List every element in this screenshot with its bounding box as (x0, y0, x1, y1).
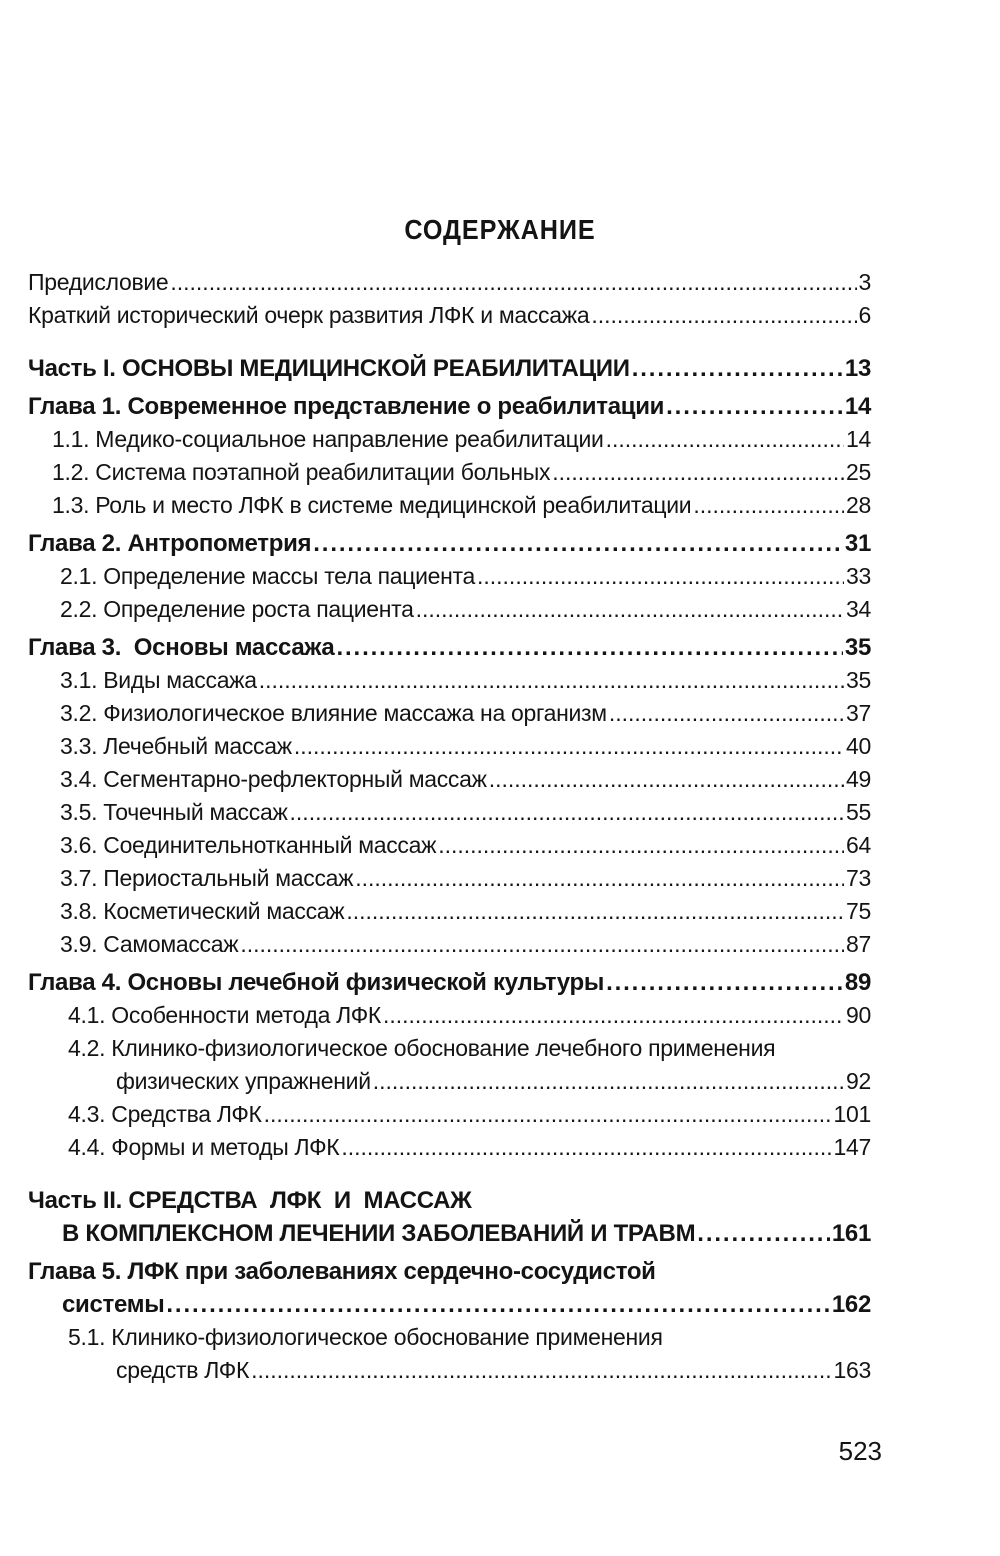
toc-section-4-1 (28, 999, 871, 1032)
entry-text: 2.2. Определение роста пациента (60, 596, 414, 622)
table-of-contents (28, 266, 871, 1387)
entry-page: 40 (846, 733, 871, 759)
entry-text: 1.1. Медико-социальное направление реабилитации (52, 426, 604, 452)
entry-page: 35 (844, 634, 871, 661)
entry-page: 13 (844, 355, 871, 382)
toc-entry-preface (28, 266, 871, 299)
toc-section-1-1 (28, 423, 871, 456)
leader-dots (383, 999, 844, 1032)
leader-dots (355, 862, 844, 895)
entry-text: 3.5. Точечный массаж (60, 799, 288, 825)
toc-section-3-3 (28, 730, 871, 763)
toc-entry-history (28, 299, 871, 332)
toc-section-4-4 (28, 1131, 871, 1164)
toc-chapter-4 (28, 966, 871, 999)
leader-dots (693, 489, 844, 522)
leader-dots (166, 1288, 829, 1321)
entry-text: Предисловие (28, 269, 169, 295)
entry-page: 162 (831, 1291, 871, 1318)
toc-section-4-3 (28, 1098, 871, 1131)
entry-text: 3.6. Соединительнотканный массаж (60, 832, 437, 858)
entry-page: 161 (831, 1220, 871, 1247)
entry-page: 90 (846, 1002, 871, 1028)
entry-page: 6 (858, 302, 871, 328)
toc-section-3-8 (28, 895, 871, 928)
leader-dots (290, 796, 844, 829)
entry-page: 75 (846, 898, 871, 924)
toc-section-1-3 (28, 489, 871, 522)
toc-section-3-2 (28, 697, 871, 730)
entry-text: 3.4. Сегментарно-рефлекторный массаж (60, 766, 487, 792)
leader-dots (552, 456, 844, 489)
page-number: 523 (838, 1436, 882, 1466)
entry-text-line1: 4.2. Клинико-физиологическое обоснование лечебного применения (68, 1035, 776, 1061)
leader-dots (438, 829, 844, 862)
entry-text: 1.2. Система поэтапной реабилитации больных (52, 459, 551, 485)
entry-text: 3.3. Лечебный массаж (60, 733, 292, 759)
entry-text: Глава 4. Основы лечебной физической культуры (28, 969, 605, 996)
entry-text: 3.1. Виды массажа (60, 667, 257, 693)
leader-dots (489, 763, 844, 796)
entry-page: 34 (846, 596, 871, 622)
entry-page: 3 (858, 269, 871, 295)
leader-dots (251, 1354, 831, 1387)
entry-text-line1: 5.1. Клинико-физиологическое обоснование применения (68, 1324, 663, 1350)
entry-text: 4.4. Формы и методы ЛФК (68, 1134, 340, 1160)
toc-title: СОДЕРЖАНИЕ (404, 214, 596, 245)
entry-page: 73 (846, 865, 871, 891)
leader-dots (606, 423, 844, 456)
leader-dots (259, 664, 844, 697)
entry-page: 35 (846, 667, 871, 693)
entry-page: 28 (846, 492, 871, 518)
entry-text: физических упражнений (116, 1068, 371, 1094)
entry-text: средств ЛФК (116, 1357, 250, 1383)
toc-section-4-2 (28, 1032, 871, 1098)
leader-dots (373, 1065, 844, 1098)
toc-section-3-4 (28, 763, 871, 796)
entry-text: Часть I. ОСНОВЫ МЕДИЦИНСКОЙ РЕАБИЛИТАЦИИ (28, 355, 630, 382)
toc-chapter-3 (28, 631, 871, 664)
leader-dots (416, 593, 844, 626)
entry-page: 101 (833, 1101, 871, 1127)
toc-chapter-2 (28, 527, 871, 560)
entry-page: 14 (846, 426, 871, 452)
entry-text: 4.3. Средства ЛФК (68, 1101, 262, 1127)
entry-page: 37 (846, 700, 871, 726)
entry-text: Глава 3. Основы массажа (28, 634, 335, 661)
leader-dots (346, 895, 844, 928)
entry-text: 3.9. Самомассаж (60, 931, 239, 957)
entry-page: 92 (846, 1068, 871, 1094)
toc-section-1-2 (28, 456, 871, 489)
entry-text: 3.7. Периостальный массаж (60, 865, 354, 891)
leader-dots (264, 1098, 832, 1131)
toc-section-3-1 (28, 664, 871, 697)
entry-page: 49 (846, 766, 871, 792)
entry-page: 33 (846, 563, 871, 589)
entry-page: 163 (833, 1357, 871, 1383)
leader-dots (336, 631, 842, 664)
entry-text: 3.2. Физиологическое влияние массажа на организм (60, 700, 607, 726)
entry-text: 3.8. Косметический массаж (60, 898, 345, 924)
toc-section-3-5 (28, 796, 871, 829)
toc-part-1 (28, 352, 871, 385)
leader-dots (477, 560, 844, 593)
entry-text: Глава 1. Современное представление о реабилитации (28, 393, 665, 420)
leader-dots (609, 697, 844, 730)
leader-dots (697, 1217, 830, 1250)
leader-dots (294, 730, 844, 763)
toc-section-5-1 (28, 1321, 871, 1387)
entry-page: 64 (846, 832, 871, 858)
entry-text-line1: Глава 5. ЛФК при заболеваниях сердечно-сосудистой (28, 1258, 656, 1285)
entry-text: системы (62, 1291, 165, 1318)
entry-page: 147 (833, 1134, 871, 1160)
leader-dots (591, 299, 856, 332)
entry-page: 31 (844, 530, 871, 557)
entry-text: 2.1. Определение массы тела пациента (60, 563, 476, 589)
toc-section-3-9 (28, 928, 871, 961)
leader-dots (170, 266, 856, 299)
leader-dots (341, 1131, 831, 1164)
leader-dots (666, 390, 843, 423)
toc-chapter-5 (28, 1255, 871, 1321)
leader-dots (632, 352, 843, 385)
toc-chapter-1 (28, 390, 871, 423)
leader-dots (240, 928, 844, 961)
toc-section-3-6 (28, 829, 871, 862)
entry-page: 89 (844, 969, 871, 996)
entry-text: 4.1. Особенности метода ЛФК (68, 1002, 381, 1028)
entry-text: Краткий исторический очерк развития ЛФК и массажа (28, 302, 590, 328)
entry-text: 1.3. Роль и место ЛФК в системе медицинской реабилитации (52, 492, 692, 518)
entry-text: Глава 2. Антропометрия (28, 530, 312, 557)
toc-section-2-2 (28, 593, 871, 626)
leader-dots (606, 966, 843, 999)
entry-page: 55 (846, 799, 871, 825)
toc-section-3-7 (28, 862, 871, 895)
entry-text: В КОМПЛЕКСНОМ ЛЕЧЕНИИ ЗАБОЛЕВАНИЙ И ТРАВМ (62, 1220, 696, 1247)
toc-part-2 (28, 1184, 871, 1250)
entry-page: 87 (846, 931, 871, 957)
toc-section-2-1 (28, 560, 871, 593)
entry-page: 25 (846, 459, 871, 485)
entry-text-line1: Часть II. СРЕДСТВА ЛФК И МАССАЖ (28, 1187, 472, 1214)
leader-dots (313, 527, 843, 560)
entry-page: 14 (844, 393, 871, 420)
